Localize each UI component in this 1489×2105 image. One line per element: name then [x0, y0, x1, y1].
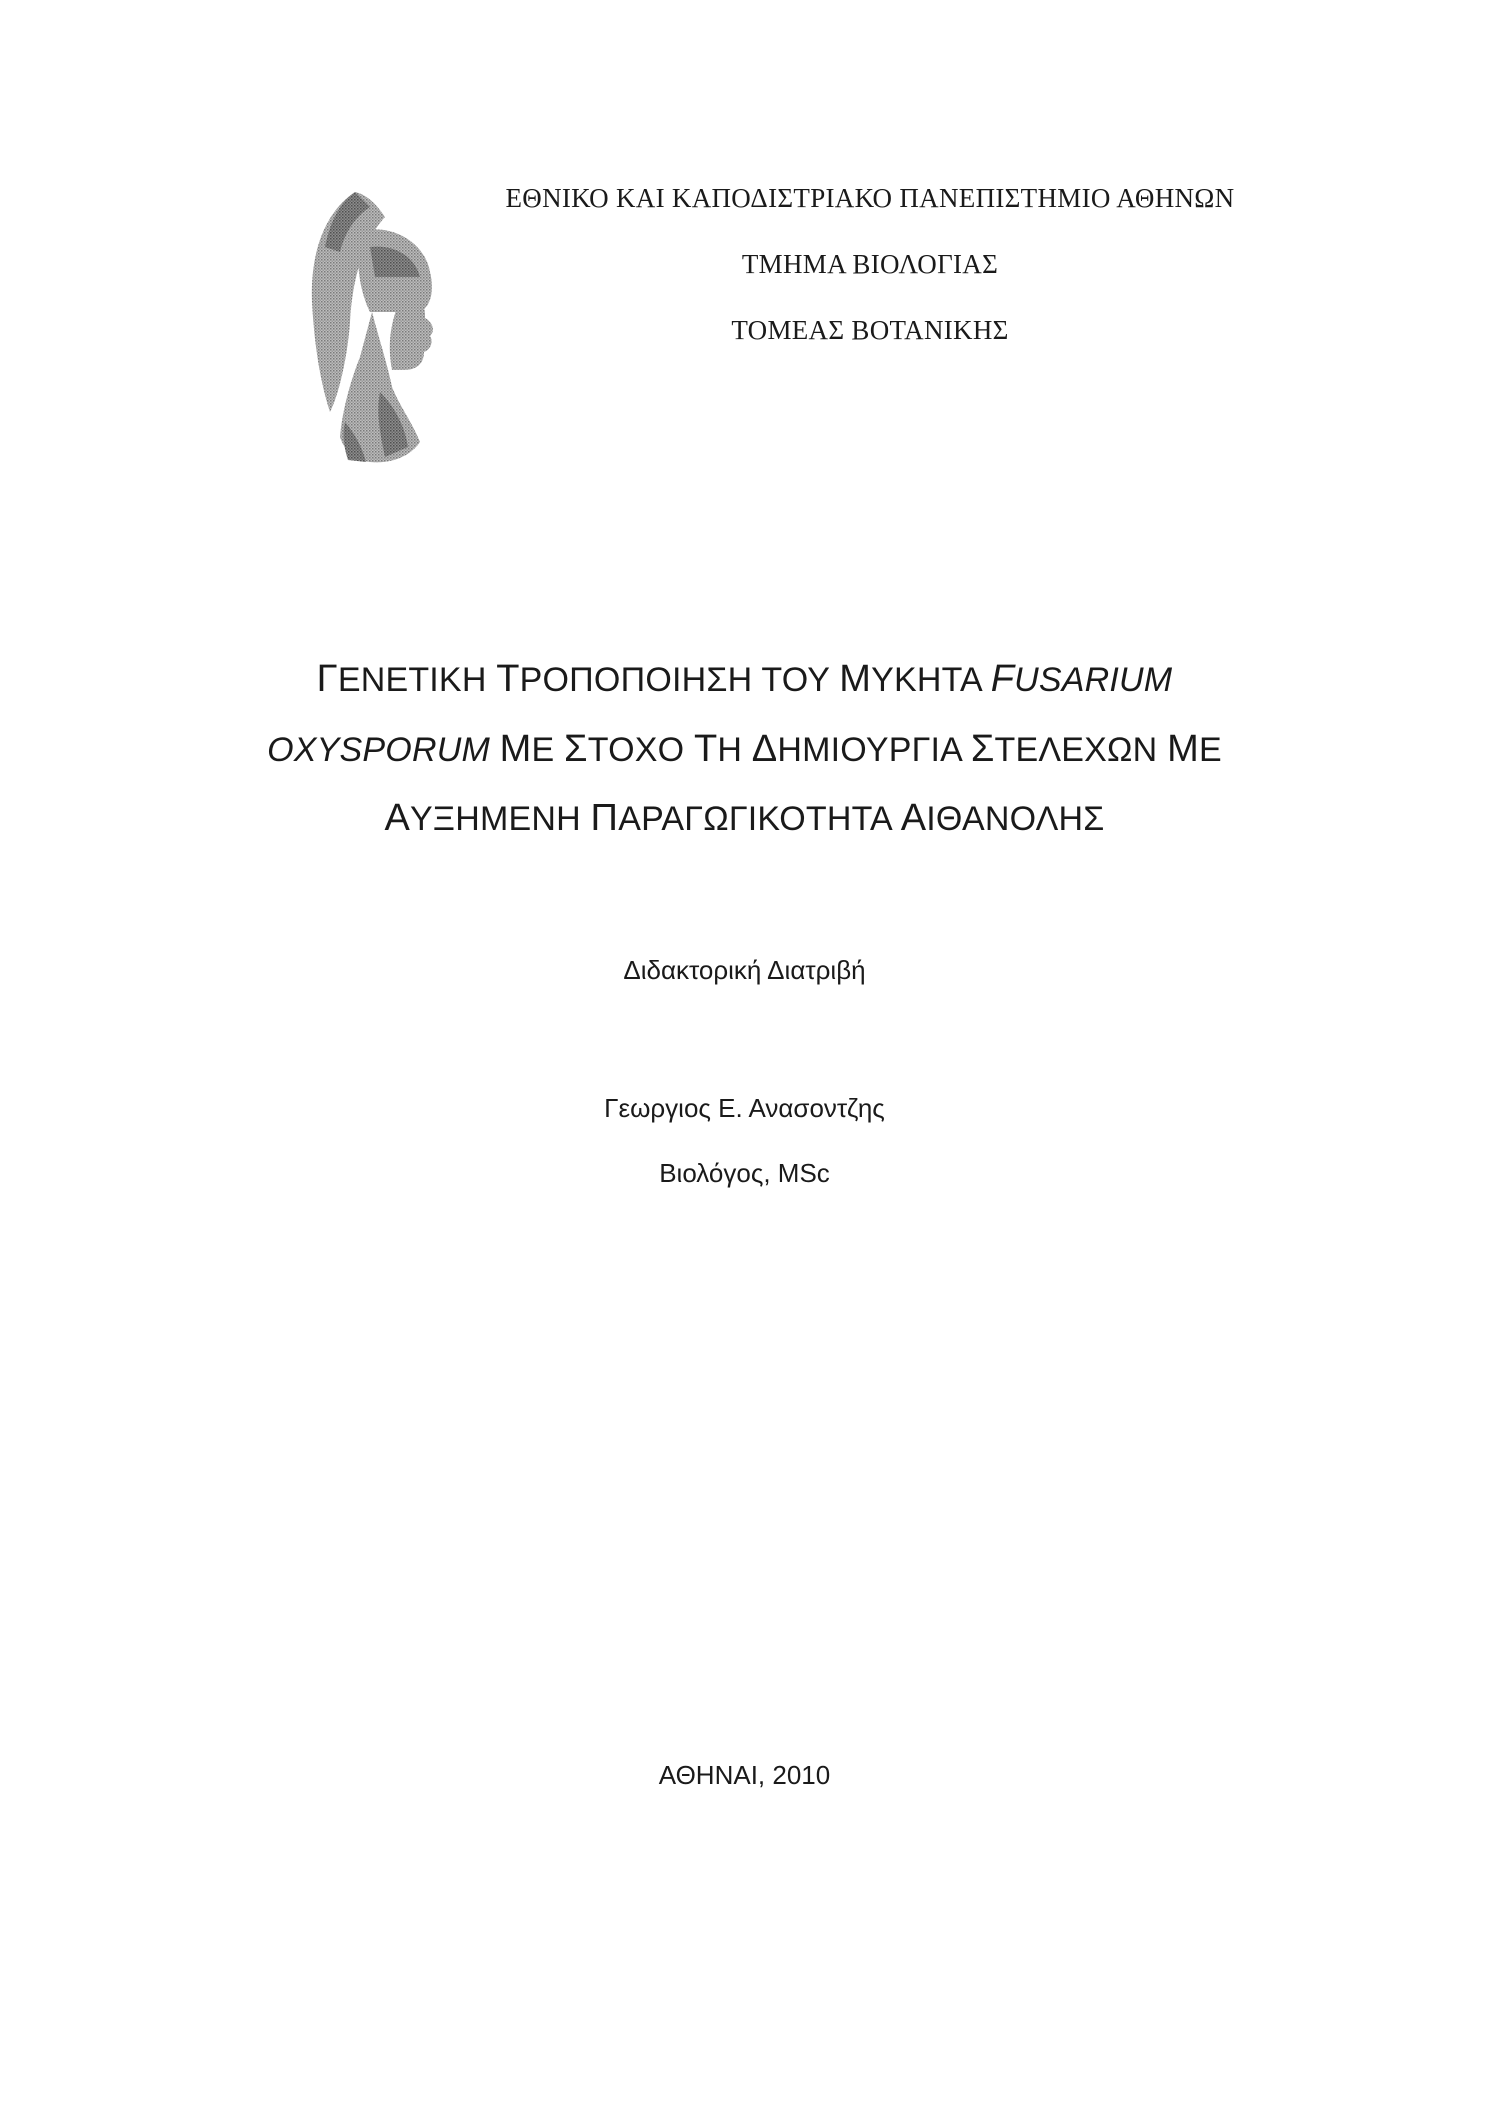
university-name: ΕΘΝΙΚΟ ΚΑΙ ΚΑΠΟΔΙΣΤΡΙΑΚΟ ΠΑΝΕΠΙΣΤΗΜΙΟ ΑΘΗΝΩΝ: [505, 183, 1235, 213]
title-word-rest: ΡΟΠΟΠΟΙΗΣΗ: [519, 661, 753, 699]
title-word-rest: ΤΟΧΟ: [587, 731, 685, 769]
document-type: Διδακτορική Διατριβή: [623, 955, 866, 985]
title-word-rest: ΤΕΛΕΧΩΝ: [994, 731, 1158, 769]
department-name: ΤΜΗΜΑ ΒΙΟΛΟΓΙΑΣ: [741, 249, 999, 279]
title-word-cap: Π: [590, 797, 619, 839]
sector-name: ΤΟΜΕΑΣ ΒΟΤΑΝΙΚΗΣ: [731, 315, 1009, 345]
place-and-date: ΑΘΗΝΑΙ, 2010: [658, 1760, 831, 1790]
thesis-title-line-1: [150, 658, 1339, 701]
title-word-rest: USARIUM: [1014, 661, 1173, 699]
title-word-cap: F: [990, 658, 1015, 700]
title-word-rest: ΗΜΙΟΥΡΓΙΑ: [777, 731, 962, 769]
title-word-cap: Μ: [839, 658, 872, 700]
title-word-cap: Γ: [316, 658, 338, 700]
title-word: ΤΟΥ: [761, 661, 830, 699]
title-word-cap: Σ: [970, 728, 995, 770]
title-word-rest: ΑΡΑΓΩΓΙΚΟΤΗΤΑ: [618, 800, 892, 838]
author-degree: Βιολόγος, MSc: [659, 1158, 830, 1188]
title-word-cap: Τ: [496, 658, 520, 700]
author-name: Γεωργιος Ε. Ανασοντζης: [604, 1093, 885, 1123]
title-word-rest: Η: [717, 731, 743, 769]
title-word-italic: OXYSPORUM: [267, 731, 490, 769]
title-word-cap: Μ: [499, 728, 532, 770]
thesis-title-line-3: [150, 797, 1339, 840]
title-word-cap: Δ: [751, 728, 778, 770]
title-word-rest: Ε: [1198, 731, 1222, 769]
title-word-cap: Α: [384, 797, 411, 839]
title-word-rest: ΥΚΗΤΑ: [871, 661, 982, 699]
title-word-cap: Σ: [564, 728, 588, 770]
title-word-rest: ΕΝΕΤΙΚΗ: [337, 661, 487, 699]
title-word-cap: Μ: [1167, 728, 1199, 770]
athena-helmet-logo-icon: [300, 172, 460, 472]
title-word-cap: Τ: [693, 728, 718, 770]
thesis-title-line-2: [150, 728, 1339, 771]
title-word-rest: Ε: [531, 731, 555, 769]
title-word-rest: ΥΞΗΜΕΝΗ: [410, 800, 581, 838]
title-word-cap: Α: [900, 797, 927, 839]
title-word-rest: ΙΘΑΝΟΛΗΣ: [926, 800, 1105, 838]
